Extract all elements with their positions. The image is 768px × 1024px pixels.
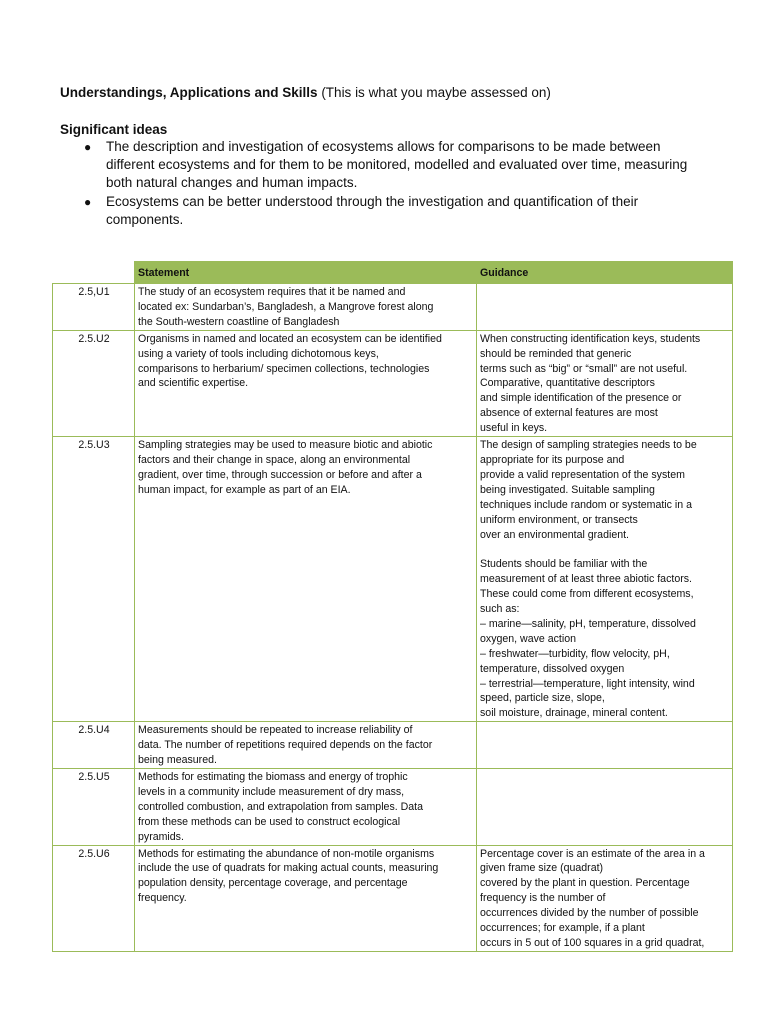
bullet-line: different ecosystems and for them to be monitored, modelled and evaluated over time, measuring	[106, 157, 688, 172]
statement-line: factors and their change in space, along an environmental	[138, 453, 411, 466]
guidance-line: Percentage cover is an estimate of the area in a	[480, 847, 705, 860]
table-row	[53, 845, 733, 951]
guidance-line: over an environmental gradient.	[480, 528, 629, 541]
list-item	[84, 193, 734, 229]
statement-line: pyramids.	[138, 830, 184, 843]
statement-line: located ex: Sundarban’s, Bangladesh, a Mangrove forest along	[138, 300, 434, 313]
bullet-icon: ●	[84, 195, 92, 209]
bullet-line: Ecosystems can be better understood through the investigation and quantification of their	[106, 194, 639, 209]
guidance-line: appropriate for its purpose and	[480, 453, 625, 466]
guidance-line: frequency is the number of	[480, 892, 606, 905]
guidance-line: occurs in 5 out of 100 squares in a grid quadrat,	[480, 936, 705, 949]
row-guidance	[477, 437, 733, 722]
statement-line: Organisms in named and located an ecosystem can be identified	[138, 332, 442, 345]
statement-line: include the use of quadrats for making actual counts, measuring	[138, 862, 439, 875]
list-item	[84, 138, 734, 192]
statement-line: Measurements should be repeated to increase reliability of	[138, 724, 413, 737]
guidance-line: These could come from different ecosystems,	[480, 588, 694, 601]
guidance-line: absence of external features are most	[480, 407, 658, 420]
heading-bold: Understandings, Applications and Skills	[60, 85, 318, 100]
guidance-line: When constructing identification keys, students	[480, 332, 701, 345]
statement-line: Sampling strategies may be used to measure biotic and abiotic	[138, 439, 433, 452]
row-guidance	[477, 330, 733, 436]
row-code: 2.5.U3	[53, 437, 135, 722]
bullet-line: both natural changes and human impacts.	[106, 175, 358, 190]
statement-line: gradient, over time, through succession or before and after a	[138, 468, 422, 481]
guidance-line: measurement of at least three abiotic factors.	[480, 573, 692, 586]
significant-ideas-list	[84, 138, 734, 230]
guidance-line: – marine—salinity, pH, temperature, dissolved	[480, 617, 696, 630]
statement-line: and scientific expertise.	[138, 377, 249, 390]
row-guidance	[477, 768, 733, 845]
guidance-line: soil moisture, drainage, mineral content.	[480, 707, 668, 720]
guidance-line: given frame size (quadrat)	[480, 862, 604, 875]
understandings-table	[52, 261, 733, 952]
header-blank-cell	[53, 262, 135, 284]
header-guidance: Guidance	[477, 262, 733, 284]
row-statement	[135, 330, 477, 436]
row-statement	[135, 722, 477, 769]
guidance-line: being investigated. Suitable sampling	[480, 483, 655, 496]
guidance-line: Comparative, quantitative descriptors	[480, 377, 655, 390]
row-code: 2.5.U5	[53, 768, 135, 845]
statement-line: The study of an ecosystem requires that it be named and	[138, 286, 406, 298]
table-row	[53, 330, 733, 436]
statement-line: levels in a community include measurement of dry mass,	[138, 785, 405, 798]
guidance-line: useful in keys.	[480, 422, 548, 435]
statement-line: the South-western coastline of Bangladesh	[138, 315, 340, 328]
row-code: 2.5.U4	[53, 722, 135, 769]
page-heading	[60, 84, 551, 102]
table-row	[53, 284, 733, 331]
table-header-row	[53, 262, 733, 284]
row-code: 2.5.U2	[53, 330, 135, 436]
guidance-line: terms such as “big” or “small” are not useful.	[480, 362, 688, 375]
guidance-line: and simple identification of the presence or	[480, 392, 682, 405]
table-body	[53, 284, 733, 952]
statement-line: human impact, for example as part of an EIA.	[138, 483, 351, 496]
statement-line: being measured.	[138, 754, 217, 767]
guidance-line: occurrences; for example, if a plant	[480, 922, 645, 935]
statement-line: population density, percentage coverage, and percentage	[138, 877, 408, 890]
row-code: 2.5.U6	[53, 845, 135, 951]
paragraph-gap	[480, 542, 730, 557]
row-statement	[135, 845, 477, 951]
guidance-line: speed, particle size, slope,	[480, 692, 605, 705]
statement-line: frequency.	[138, 892, 187, 905]
significant-ideas-title: Significant ideas	[60, 122, 168, 137]
guidance-line: The design of sampling strategies needs to be	[480, 439, 697, 452]
row-statement	[135, 284, 477, 331]
statement-line: controlled combustion, and extrapolation from samples. Data	[138, 800, 424, 813]
guidance-line: Students should be familiar with the	[480, 558, 648, 571]
row-guidance	[477, 284, 733, 331]
bullet-line: The description and investigation of ecosystems allows for comparisons to be made between	[106, 139, 661, 154]
statement-line: comparisons to herbarium/ specimen collections, technologies	[138, 362, 430, 375]
row-statement	[135, 437, 477, 722]
bullet-line: components.	[106, 212, 184, 227]
guidance-line: temperature, dissolved oxygen	[480, 662, 625, 675]
header-statement: Statement	[135, 262, 477, 284]
guidance-line: techniques include random or systematic in a	[480, 498, 692, 511]
guidance-line: such as:	[480, 603, 520, 616]
table-row	[53, 437, 733, 722]
guidance-line: covered by the plant in question. Percentage	[480, 877, 690, 890]
statement-line: using a variety of tools including dichotomous keys,	[138, 347, 379, 360]
row-guidance	[477, 722, 733, 769]
row-code: 2.5,U1	[53, 284, 135, 331]
statement-line: Methods for estimating the abundance of non-motile organisms	[138, 847, 435, 860]
statement-line: from these methods can be used to construct ecological	[138, 815, 401, 828]
guidance-line: oxygen, wave action	[480, 632, 576, 645]
table-row	[53, 722, 733, 769]
guidance-line: occurrences divided by the number of possible	[480, 907, 699, 920]
bullet-icon: ●	[84, 140, 92, 154]
table-row	[53, 768, 733, 845]
statement-line: data. The number of repetitions required depends on the factor	[138, 739, 433, 752]
guidance-line: provide a valid representation of the system	[480, 468, 685, 481]
heading-note: (This is what you maybe assessed on)	[321, 85, 551, 100]
row-statement	[135, 768, 477, 845]
row-guidance	[477, 845, 733, 951]
guidance-line: – freshwater—turbidity, flow velocity, pH,	[480, 647, 670, 660]
guidance-line: uniform environment, or transects	[480, 513, 638, 526]
guidance-line: – terrestrial—temperature, light intensity, wind	[480, 677, 695, 690]
guidance-line: should be reminded that generic	[480, 347, 632, 360]
statement-line: Methods for estimating the biomass and energy of trophic	[138, 770, 408, 783]
